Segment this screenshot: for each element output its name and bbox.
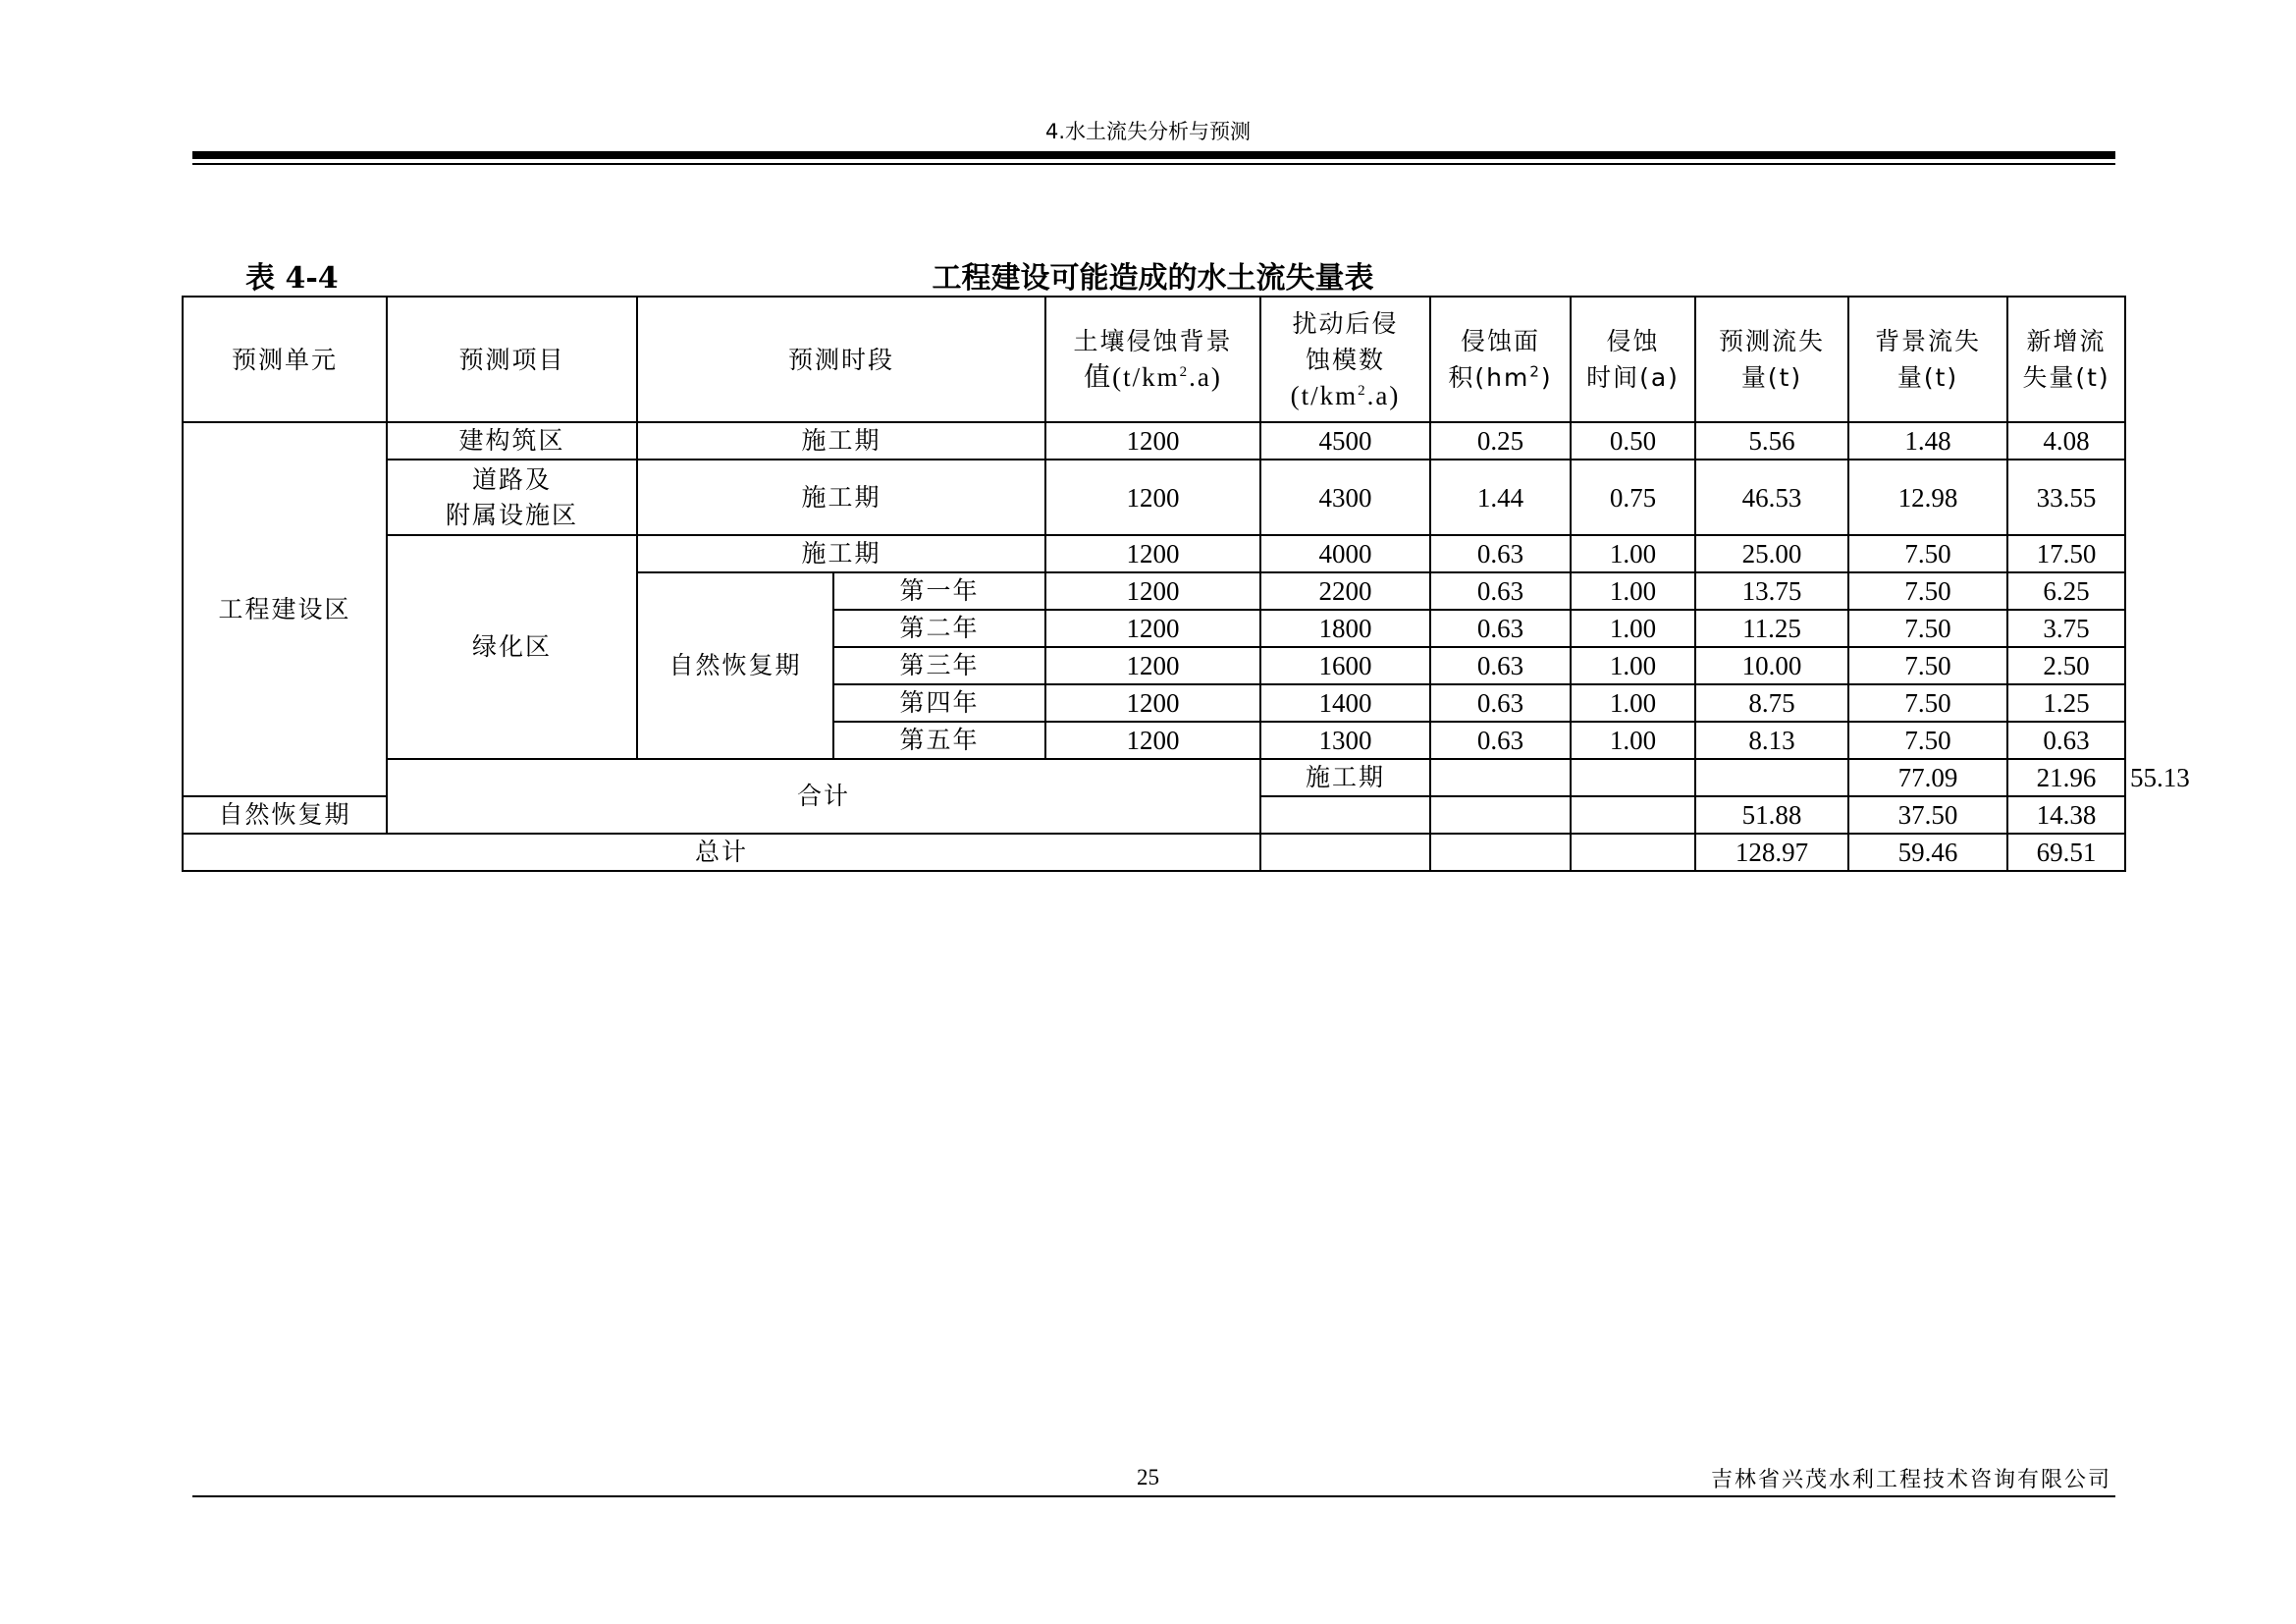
- cell-pred: 128.97: [1695, 834, 1848, 871]
- col-period: 预测时段: [637, 297, 1045, 422]
- col-area-line1: 侵蚀面: [1461, 327, 1541, 355]
- page-number: 25: [1137, 1465, 1159, 1489]
- cell-time: 1.00: [1571, 722, 1695, 759]
- cell-dist: 4000: [1260, 535, 1430, 572]
- header-row: [183, 297, 2125, 422]
- cell-bgl: 7.50: [1848, 572, 2007, 610]
- cell-time: 1.00: [1571, 684, 1695, 722]
- cell-pred: 8.75: [1695, 684, 1848, 722]
- col-added-line1: 新增流: [2026, 327, 2107, 355]
- running-header: 4.水土流失分析与预测: [1044, 120, 1252, 143]
- col-erosion-time: [1571, 297, 1695, 422]
- period-recovery: 自然恢复期: [637, 572, 833, 759]
- cell-area: 1.44: [1430, 460, 1571, 535]
- period-cell: 施工期: [637, 422, 1045, 460]
- col-background-loss: [1848, 297, 2007, 422]
- col-area-unit-end: ): [1540, 363, 1553, 392]
- cell-add: 33.55: [2007, 460, 2125, 535]
- table-row: [183, 535, 2125, 572]
- item-building: 建构筑区: [387, 422, 637, 460]
- col-predicted-line2: 量(t): [1740, 363, 1803, 392]
- col-disturbed-line1: 扰动后侵: [1292, 308, 1399, 338]
- col-disturbed-modulus: [1260, 297, 1430, 422]
- period-year: 第四年: [833, 684, 1045, 722]
- col-added-loss: [2007, 297, 2125, 422]
- cell-add: 3.75: [2007, 610, 2125, 647]
- total-label: 总计: [183, 834, 1260, 871]
- cell-bgl: 59.46: [1848, 834, 2007, 871]
- cell-bg: 1200: [1045, 535, 1260, 572]
- subtotal-period: 自然恢复期: [183, 796, 387, 834]
- col-disturbed-line3: [1265, 378, 1425, 414]
- empty-cell: [1430, 796, 1571, 834]
- table-title: [0, 253, 2296, 297]
- cell-bgl: 7.50: [1848, 722, 2007, 759]
- cell-add: 4.08: [2007, 422, 2125, 460]
- empty-cell: [1430, 759, 1571, 796]
- cell-area: 0.63: [1430, 535, 1571, 572]
- col-background-line2: [1050, 359, 1255, 396]
- cell-time: 1.00: [1571, 535, 1695, 572]
- empty-cell: [1260, 834, 1430, 871]
- cell-bg: 1200: [1045, 647, 1260, 684]
- cell-dist: 4500: [1260, 422, 1430, 460]
- cell-pred: 10.00: [1695, 647, 1848, 684]
- cell-add: 17.50: [2007, 535, 2125, 572]
- cell-time: 1.00: [1571, 647, 1695, 684]
- footer-rule: [192, 1495, 2115, 1497]
- cell-add: 0.63: [2007, 722, 2125, 759]
- cell-pred: 11.25: [1695, 610, 1848, 647]
- cell-pred: 77.09: [1848, 759, 2007, 796]
- cell-time: 1.00: [1571, 572, 1695, 610]
- subtotal-label: 合计: [387, 759, 1260, 834]
- table-label: 表 4-4: [245, 261, 339, 296]
- unit-cell: 工程建设区: [183, 422, 387, 796]
- cell-bg: 1200: [1045, 422, 1260, 460]
- cell-pred: 46.53: [1695, 460, 1848, 535]
- col-area-unit: 积(hm: [1448, 363, 1530, 392]
- cell-dist: 1300: [1260, 722, 1430, 759]
- col-background-line1: 土壤侵蚀背景: [1073, 327, 1233, 355]
- company-name: 吉林省兴茂水利工程技术咨询有限公司: [1710, 1468, 2111, 1492]
- col-background-modulus: [1045, 297, 1260, 422]
- cell-pred: 5.56: [1695, 422, 1848, 460]
- col-background-unit: 值(t/km: [1084, 362, 1180, 392]
- col-bgloss-line2: 量(t): [1896, 363, 1959, 392]
- period-year: 第三年: [833, 647, 1045, 684]
- cell-bgl: 12.98: [1848, 460, 2007, 535]
- table-row: [183, 460, 2125, 535]
- total-row: [183, 834, 2125, 871]
- col-background-sup: 2: [1179, 364, 1190, 380]
- cell-dist: 4300: [1260, 460, 1430, 535]
- cell-dist: 1600: [1260, 647, 1430, 684]
- table-row: [183, 422, 2125, 460]
- cell-dist: 1400: [1260, 684, 1430, 722]
- col-added-line2: 失量(t): [2022, 363, 2110, 392]
- cell-bgl: 37.50: [1848, 796, 2007, 834]
- item-road-line1: 道路及: [471, 464, 552, 494]
- period-cell: 施工期: [637, 460, 1045, 535]
- cell-add: 69.51: [2007, 834, 2125, 871]
- cell-bgl: 1.48: [1848, 422, 2007, 460]
- empty-cell: [1571, 834, 1695, 871]
- cell-bg: 1200: [1045, 460, 1260, 535]
- cell-add: 6.25: [2007, 572, 2125, 610]
- header-rule-thin: [192, 163, 2115, 165]
- empty-cell: [1430, 834, 1571, 871]
- cell-bg: 1200: [1045, 684, 1260, 722]
- cell-pred: 8.13: [1695, 722, 1848, 759]
- subtotal-row: 合计 施工期 77.09 21.96 55.13: [183, 759, 2125, 796]
- cell-add: 14.38: [2007, 796, 2125, 834]
- cell-dist: 2200: [1260, 572, 1430, 610]
- col-predicted-line1: 预测流失: [1719, 327, 1826, 355]
- col-disturbed-line2: 蚀模数: [1306, 345, 1386, 374]
- item-road: [387, 460, 637, 535]
- item-green: 绿化区: [387, 535, 637, 759]
- item-road-line2: 附属设施区: [445, 500, 578, 529]
- cell-add: 1.25: [2007, 684, 2125, 722]
- cell-bg: 1200: [1045, 572, 1260, 610]
- cell-area: 0.63: [1430, 610, 1571, 647]
- col-area-sup: 2: [1529, 362, 1541, 381]
- table-title-text: 工程建设可能造成的水土流失量表: [932, 261, 1374, 296]
- cell-add: 2.50: [2007, 647, 2125, 684]
- col-disturbed-sup: 2: [1358, 382, 1367, 399]
- cell-bg: 1200: [1045, 610, 1260, 647]
- cell-time: 0.50: [1571, 422, 1695, 460]
- cell-pred: 25.00: [1695, 535, 1848, 572]
- cell-pred: 13.75: [1695, 572, 1848, 610]
- col-predicted-loss: [1695, 297, 1848, 422]
- col-time-line2: 时间(a): [1586, 363, 1680, 392]
- cell-bg: 1200: [1045, 722, 1260, 759]
- col-time-line1: 侵蚀: [1606, 327, 1660, 355]
- header-rule-thick: [192, 151, 2115, 159]
- empty-cell: [1695, 759, 1848, 796]
- cell-area: 0.63: [1430, 572, 1571, 610]
- cell-bgl: 7.50: [1848, 610, 2007, 647]
- empty-cell: [1571, 796, 1695, 834]
- cell-pred: 51.88: [1695, 796, 1848, 834]
- col-bgloss-line1: 背景流失: [1875, 327, 1982, 355]
- period-cell: 施工期: [637, 535, 1045, 572]
- col-erosion-area: [1430, 297, 1571, 422]
- col-item: 预测项目: [387, 297, 637, 422]
- period-year: 第二年: [833, 610, 1045, 647]
- col-background-unit-end: .a): [1189, 362, 1222, 392]
- cell-dist: 1800: [1260, 610, 1430, 647]
- col-unit: 预测单元: [183, 297, 387, 422]
- cell-area: 0.25: [1430, 422, 1571, 460]
- empty-cell: [1571, 759, 1695, 796]
- cell-area: 0.63: [1430, 722, 1571, 759]
- col-disturbed-unit: (t/km: [1290, 380, 1359, 410]
- cell-bgl: 21.96: [2007, 759, 2125, 796]
- period-year: 第一年: [833, 572, 1045, 610]
- col-area-line2: [1435, 359, 1566, 396]
- empty-cell: [1260, 796, 1430, 834]
- subtotal-period: 施工期: [1260, 759, 1430, 796]
- cell-time: 0.75: [1571, 460, 1695, 535]
- cell-time: 1.00: [1571, 610, 1695, 647]
- cell-bgl: 7.50: [1848, 647, 2007, 684]
- cell-bgl: 7.50: [1848, 535, 2007, 572]
- period-year: 第五年: [833, 722, 1045, 759]
- cell-area: 0.63: [1430, 647, 1571, 684]
- soil-loss-table: [182, 296, 2190, 872]
- cell-area: 0.63: [1430, 684, 1571, 722]
- col-disturbed-unit-end: .a): [1366, 380, 1401, 410]
- cell-bgl: 7.50: [1848, 684, 2007, 722]
